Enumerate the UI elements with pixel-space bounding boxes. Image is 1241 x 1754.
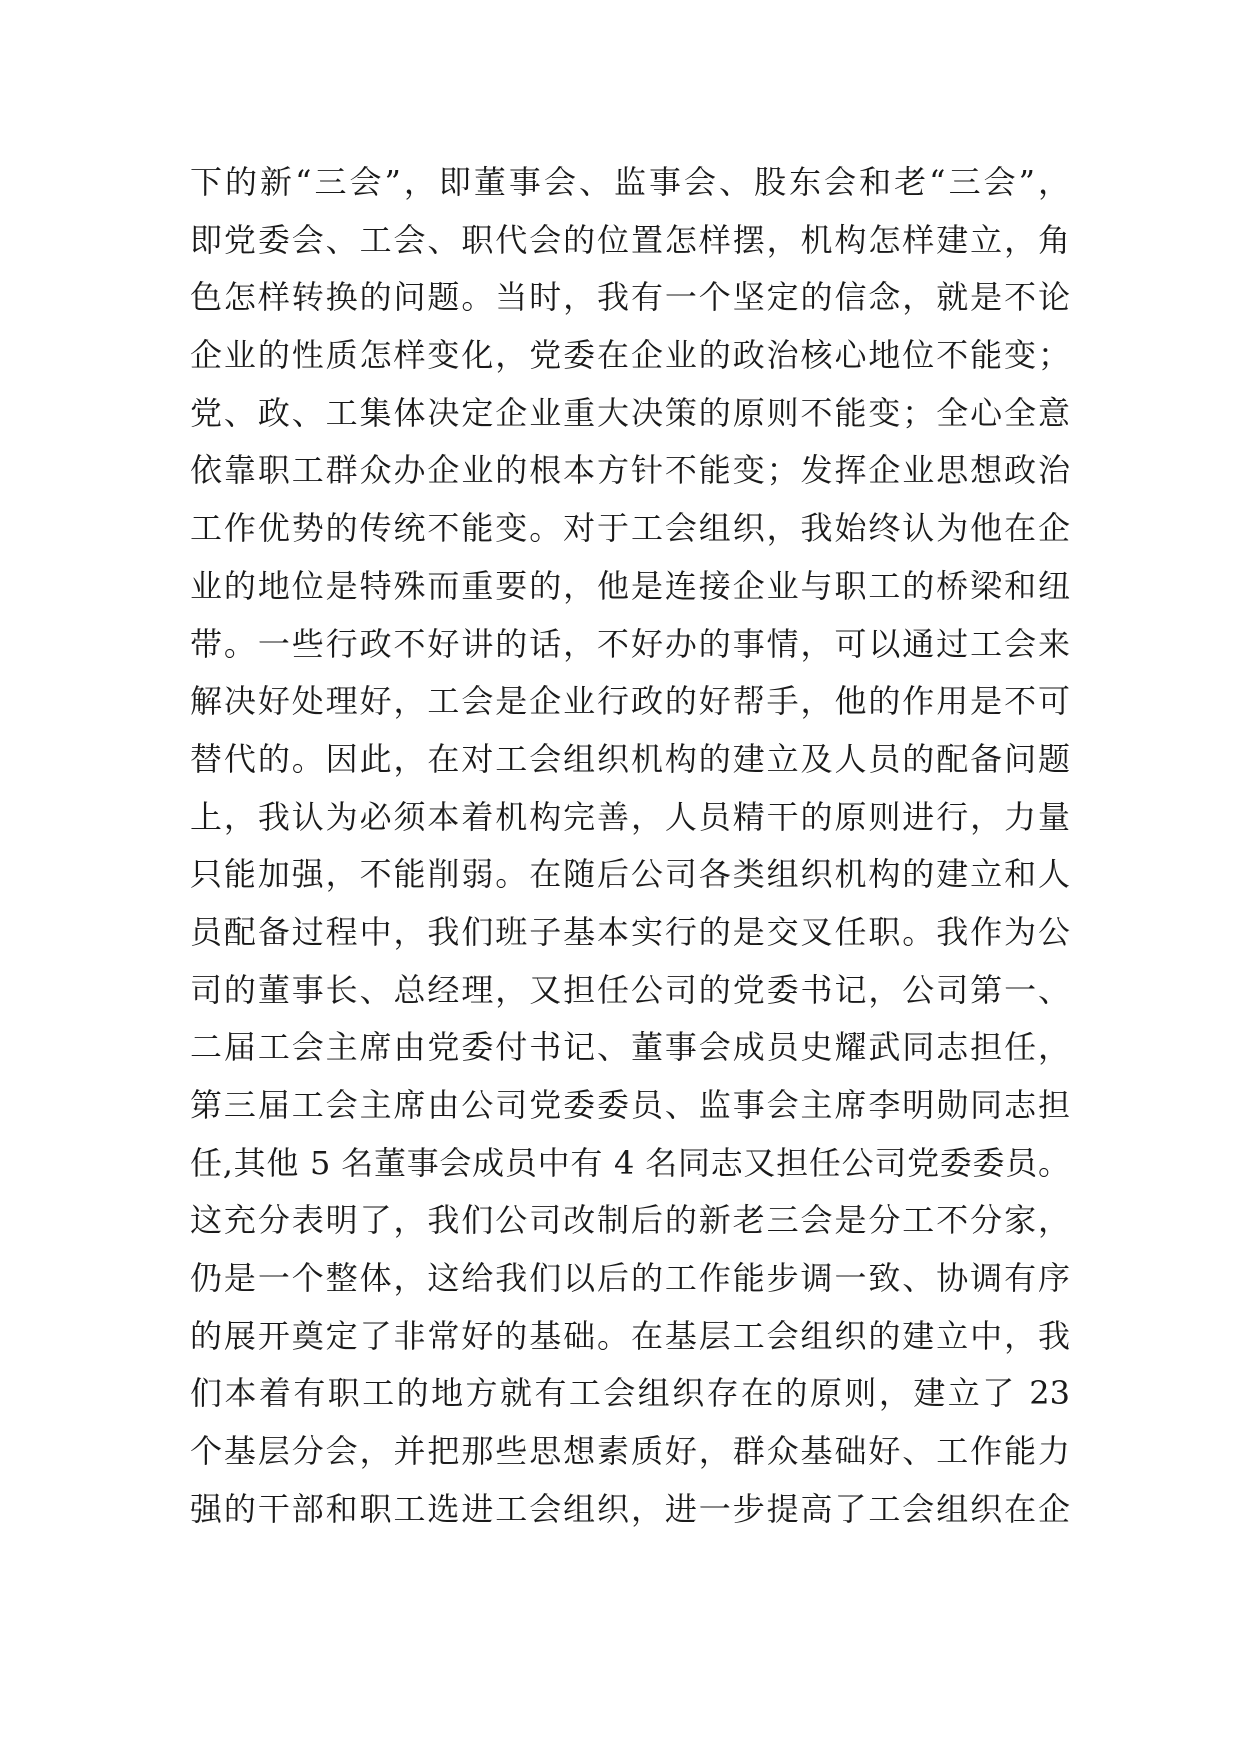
text-line: 工作优势的传统不能变。对于工会组织，我始终认为他在企 xyxy=(190,509,1070,548)
text-line: 仍是一个整体，这给我们以后的工作能步调一致、协调有序 xyxy=(190,1259,1070,1298)
text-line: 上，我认为必须本着机构完善，人员精干的原则进行，力量 xyxy=(190,797,1070,836)
text-line: 这充分表明了，我们公司改制后的新老三会是分工不分家， xyxy=(190,1201,1070,1240)
text-line: 党、政、工集体决定企业重大决策的原则不能变；全心全意 xyxy=(190,393,1070,432)
text-line: 业的地位是特殊而重要的，他是连接企业与职工的桥梁和纽 xyxy=(190,566,1070,605)
text-line: 下的新“三会”，即董事会、监事会、股东会和老“三会”， xyxy=(190,163,1070,201)
text-line: 司的董事长、总经理，又担任公司的党委书记，公司第一、 xyxy=(190,970,1070,1009)
text-line: 解决好处理好，工会是企业行政的好帮手，他的作用是不可 xyxy=(190,682,1070,721)
body-text xyxy=(190,163,1070,1548)
text-line: 二届工会主席由党委付书记、董事会成员史耀武同志担任， xyxy=(190,1028,1070,1067)
text-line: 替代的。因此，在对工会组织机构的建立及人员的配备问题 xyxy=(190,739,1070,778)
text-line: 任,其他 5 名董事会成员中有 4 名同志又担任公司党委委员。 xyxy=(190,1143,1070,1182)
text-line: 依靠职工群众办企业的根本方针不能变；发挥企业思想政治 xyxy=(190,451,1070,490)
text-line: 只能加强，不能削弱。在随后公司各类组织机构的建立和人 xyxy=(190,855,1070,894)
text-line: 的展开奠定了非常好的基础。在基层工会组织的建立中，我 xyxy=(190,1316,1070,1355)
text-line: 强的干部和职工选进工会组织，进一步提高了工会组织在企 xyxy=(190,1489,1070,1528)
text-line: 企业的性质怎样变化，党委在企业的政治核心地位不能变； xyxy=(190,336,1070,375)
text-line: 第三届工会主席由公司党委委员、监事会主席李明勋同志担 xyxy=(190,1086,1070,1124)
text-line: 即党委会、工会、职代会的位置怎样摆，机构怎样建立，角 xyxy=(190,220,1070,259)
text-line: 员配备过程中，我们班子基本实行的是交叉任职。我作为公 xyxy=(190,912,1070,951)
text-line: 带。一些行政不好讲的话，不好办的事情，可以通过工会来 xyxy=(190,624,1070,663)
text-line: 个基层分会，并把那些思想素质好，群众基础好、工作能力 xyxy=(190,1432,1070,1471)
text-line: 们本着有职工的地方就有工会组织存在的原则，建立了 23 xyxy=(190,1374,1070,1413)
text-line: 色怎样转换的问题。当时，我有一个坚定的信念，就是不论 xyxy=(190,278,1070,317)
